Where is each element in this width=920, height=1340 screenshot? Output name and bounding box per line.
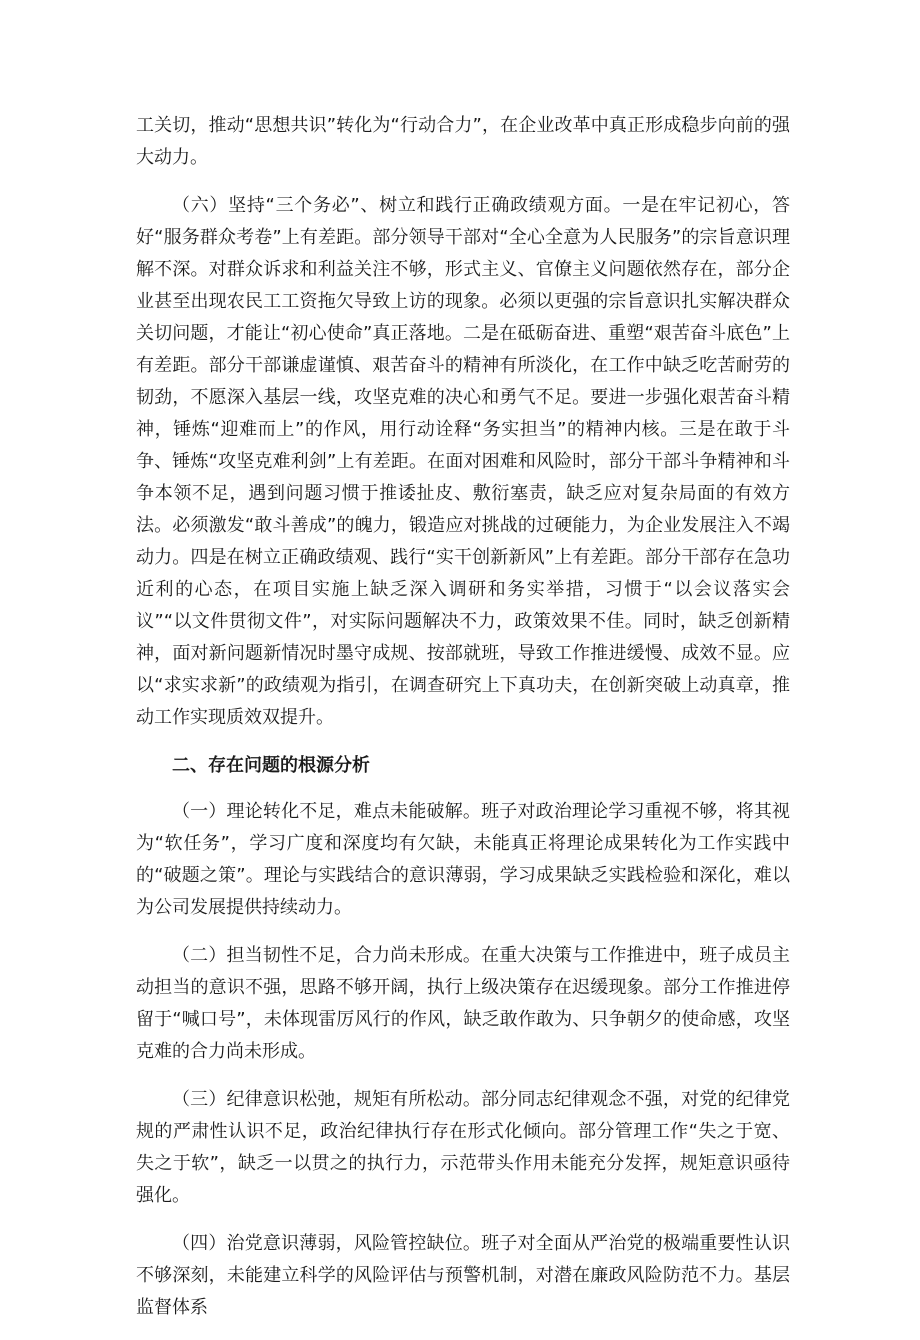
paragraph-section-six: （六）坚持“三个务必”、树立和践行正确政绩观方面。一是在牢记初心，答好“服务群众考卷”上有差距。部分领导干部对“全心全意为人民服务”的宗旨意识理解不深。对群众诉求和利益关注不够，形式主义、官僚主义问题依然存在，部分企业甚至出现农民工工资拖欠导致上访的现象。必须以更强的宗旨意识扎实解决群众关切问题，才能让“初心使命”真正落地。二是在砥砺奋进、重塑“艰苦奋斗底色”上有差距。部分干部谦虚谨慎、艰苦奋斗的精神有所淡化，在工作中缺乏吃苦耐劳的韧劲，不愿深入基层一线，攻坚克难的决心和勇气不足。要进一步强化艰苦奋斗精神，锤炼“迎难而上”的作风，用行动诠释“务实担当”的精神内核。三是在敢于斗争、锤炼“攻坚克难利剑”上有差距。在面对困难和风险时，部分干部斗争精神和斗争本领不足，遇到问题习惯于推诿扯皮、敷衍塞责，缺乏应对复杂局面的有效方法。必须激发“敢斗善成”的魄力，锻造应对挑战的过硬能力，为企业发展注入不竭动力。四是在树立正确政绩观、践行“实干创新新风”上有差距。部分干部存在急功近利的心态，在项目实施上缺乏深入调研和务实举措，习惯于“以会议落实会议”“以文件贯彻文件”，对实际问题解决不力，政策效果不佳。同时，缺乏创新精神，面对新问题新情况时墨守成规、按部就班，导致工作推进缓慢、成效不显。应以“求实求新”的政绩观为指引，在调查研究上下真功夫，在创新突破上动真章，推动工作实现质效双提升。: [136, 195, 790, 728]
paragraph-root-cause-one: （一）理论转化不足，难点未能破解。班子对政治理论学习重视不够，将其视为“软任务”，学习广度和深度均有欠缺，未能真正将理论成果转化为工作实践中的“破题之策”。理论与实践结合的意识薄弱，学习成果缺乏实践检验和深化，难以为公司发展提供持续动力。: [136, 801, 790, 918]
document-body: [136, 110, 790, 1340]
paragraph-root-cause-four: （四）治党意识薄弱，风险管控缺位。班子对全面从严治党的极端重要性认识不够深刻，未能建立科学的风险评估与预警机制，对潜在廉政风险防范不力。基层监督体系: [136, 1233, 790, 1318]
paragraph-root-cause-three: （三）纪律意识松弛，规矩有所松动。部分同志纪律观念不强，对党的纪律党规的严肃性认识不足，政治纪律执行存在形式化倾向。部分管理工作“失之于宽、失之于软”，缺乏一以贯之的执行力，示范带头作用未能充分发挥，规矩意识亟待强化。: [136, 1089, 790, 1206]
paragraph-root-cause-two: （二）担当韧性不足，合力尚未形成。在重大决策与工作推进中，班子成员主动担当的意识不强，思路不够开阔，执行上级决策存在迟缓现象。部分工作推进停留于“喊口号”，未体现雷厉风行的作风，缺乏敢作敢为、只争朝夕的使命感，攻坚克难的合力尚未形成。: [136, 945, 790, 1062]
paragraph-continued: 工关切，推动“思想共识”转化为“行动合力”，在企业改革中真正形成稳步向前的强大动力。: [136, 115, 790, 168]
section-heading: 二、存在问题的根源分析: [172, 755, 370, 776]
